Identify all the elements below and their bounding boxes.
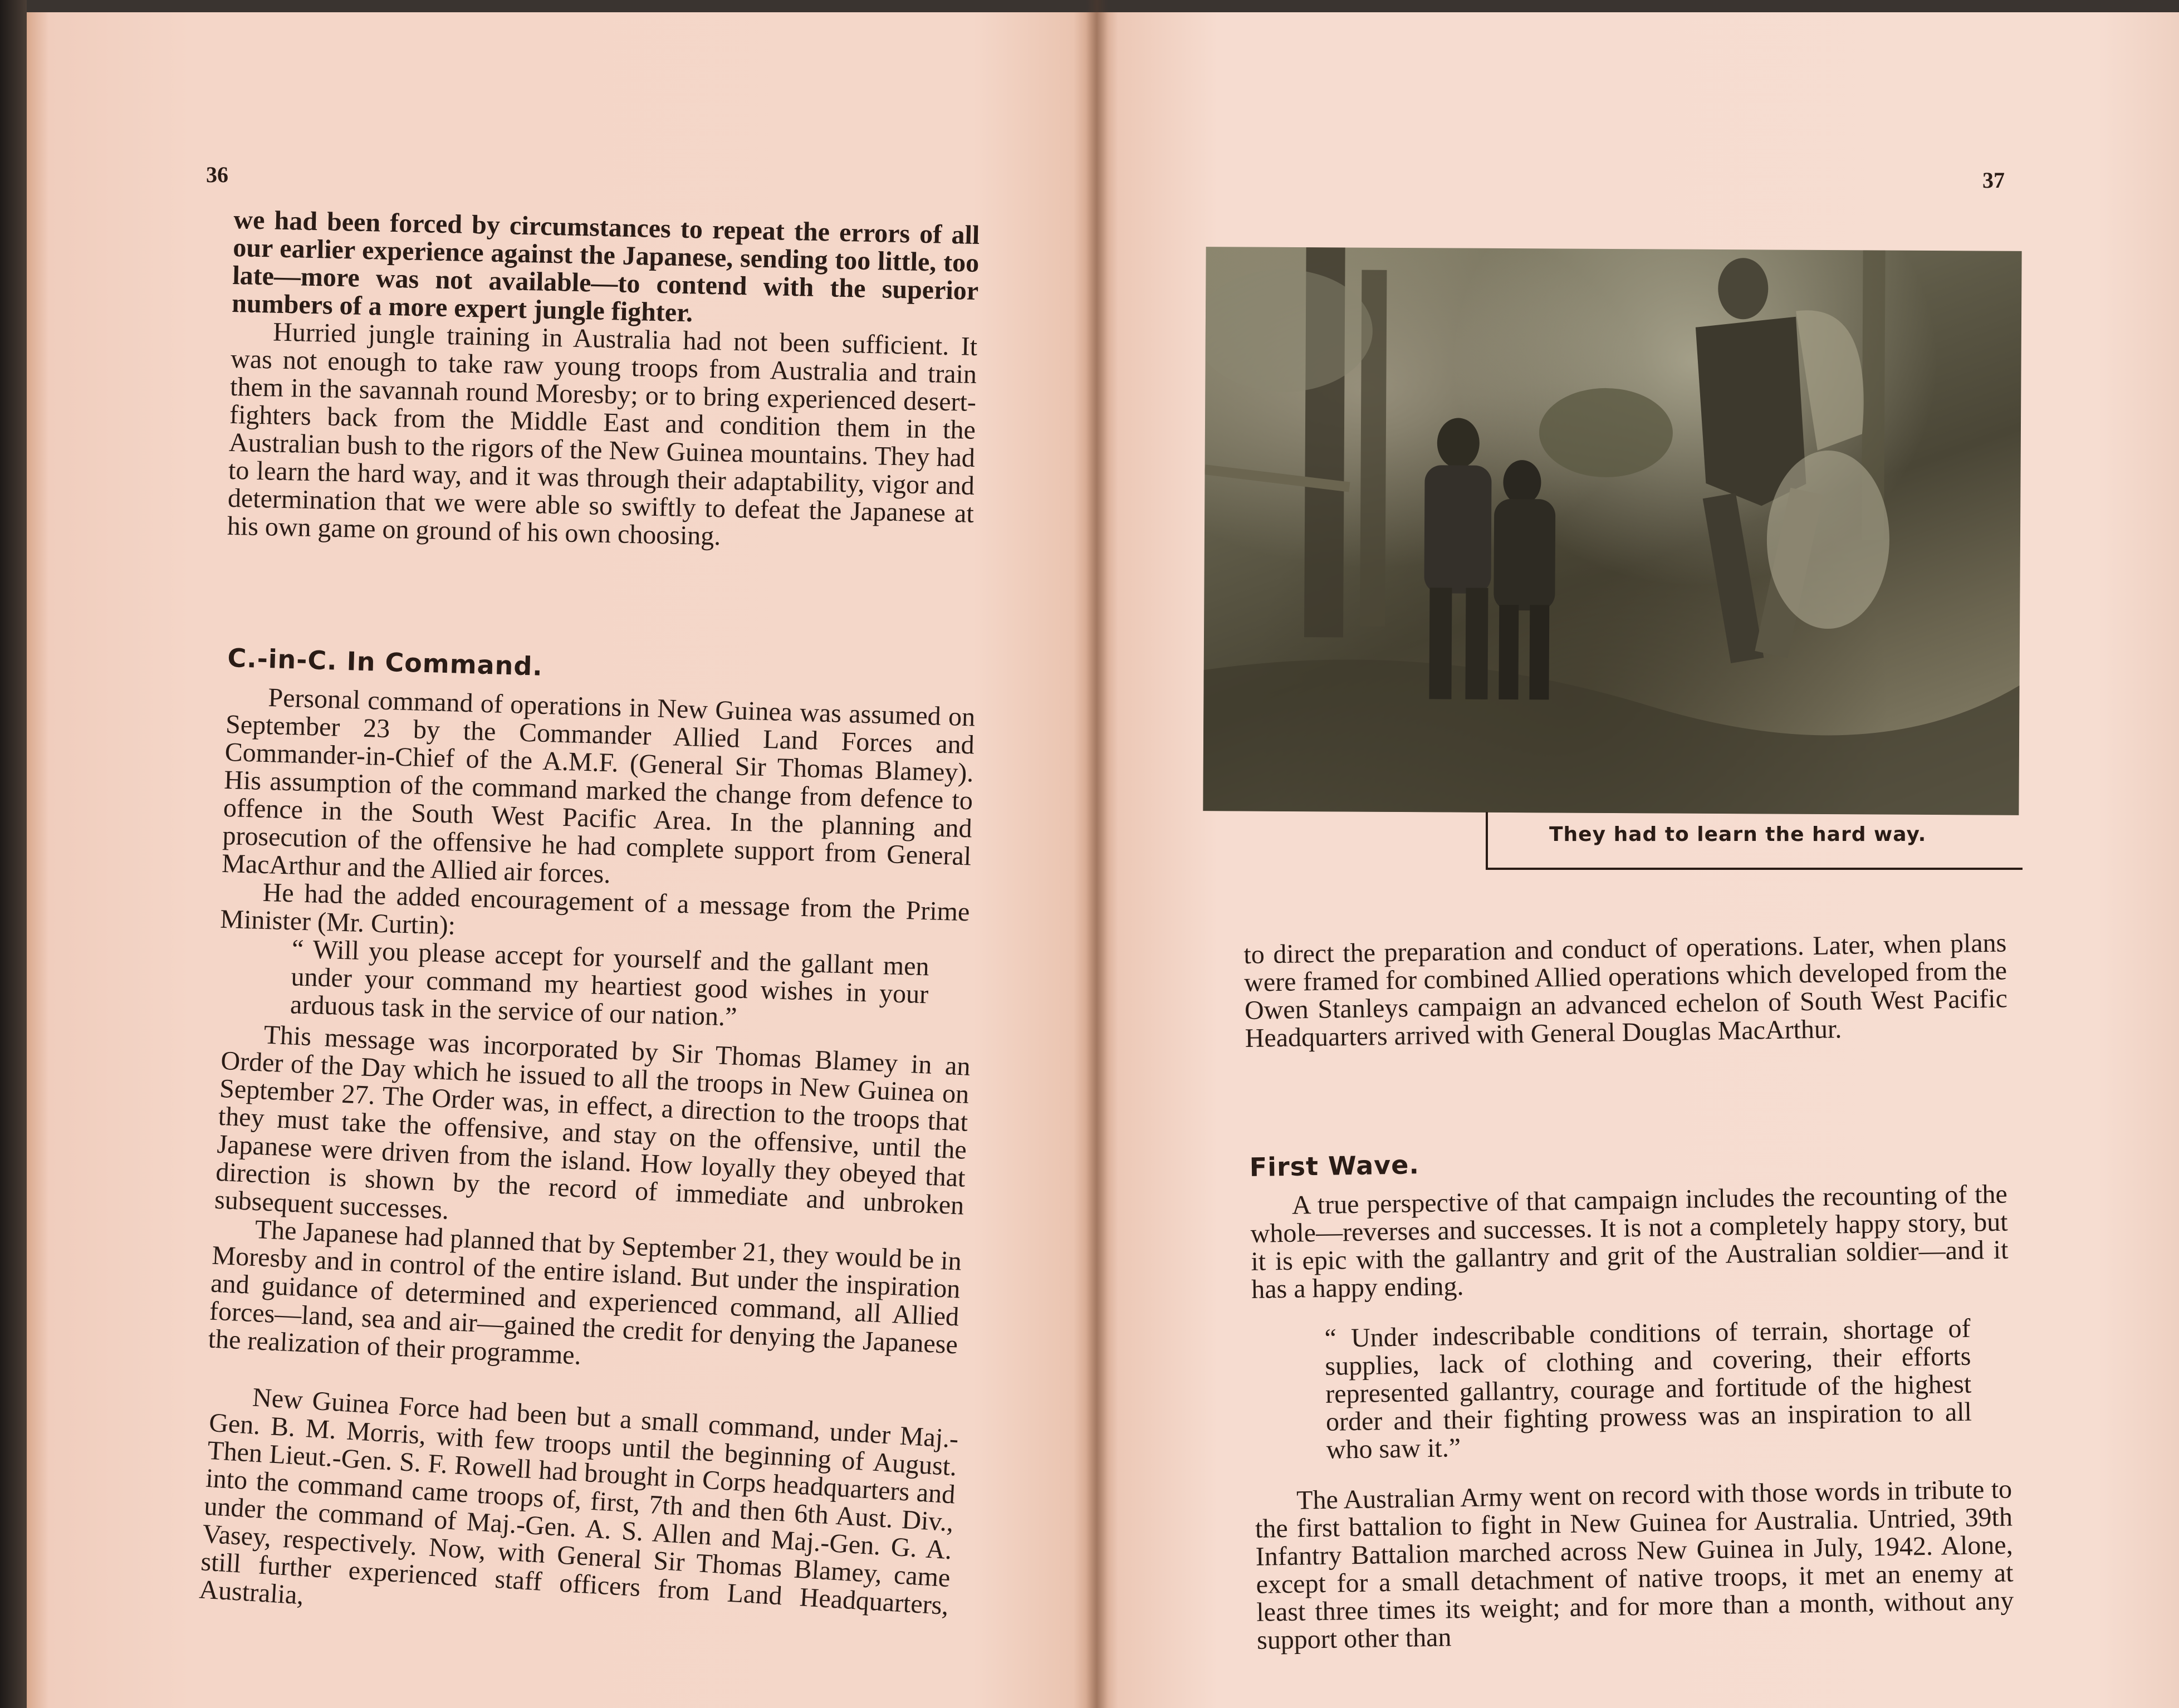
left-text-order xyxy=(208,1019,971,1387)
soldiers-photograph xyxy=(1203,247,2021,815)
left-paragraph-1: we had been forced by circumstances to repeat the errors of all our earlier experience against the Japanese, sending too little, too late—more was not available—to contend with the superior numbers of a more expert jungle fighter. xyxy=(231,205,980,328)
left-paragraph-3: Personal command of operations in New Guinea was assumed on September 23 by the Commander Allied Land Forces and Commander-in-Chief of the A.M.F. (General Sir Thomas Blamey). His assumption of the command marked the change from defence to offence in the South West Pacific Area. In the planning and prosecution of the offensive he had complete support from General MacArthur and the Allied air forces. xyxy=(221,683,976,889)
page-number-left: 36 xyxy=(206,162,228,187)
photo-illustration xyxy=(1203,247,2021,815)
photo-caption-box xyxy=(1486,812,2023,870)
left-paragraph-5: This message was incorporated by Sir Thomas Blamey in an Order of the Day which he issued to all the troops in New Guinea on September 27. The Order was, in effect, a direction to the troops that they must take the offensive, and stay on the offensive, until the Japanese were driven from the island. How loyally they obeyed that direction is shown by the record of immediate and unbroken subsequent successes. xyxy=(214,1020,971,1225)
page-number-right: 37 xyxy=(1982,168,2005,193)
left-paragraph-6: The Japanese had planned that by September 21, they would be in Moresby and in control of the entire island. But under the inspiration and guidance of determined and experienced command, all Allied forces—land, sea and air—gained the credit for denying the Japanese the realization of their programme. xyxy=(207,1215,962,1371)
right-section-heading: First Wave. xyxy=(1249,1149,1420,1182)
book-gutter xyxy=(1086,0,1108,1708)
right-quote: “ Under indescribable conditions of terrain, shortage of supplies, lack of clothing and covering, their efforts represented gallantry, courage and fortitude of the highest order and their fighting prowess was an inspiration to all who saw it.” xyxy=(1324,1313,1972,1465)
left-paragraph-4: He had the added encouragement of a message from the Prime Minister (Mr. Curtin): xyxy=(219,877,971,941)
left-section-heading: C.-in-C. In Command. xyxy=(227,642,543,682)
left-paragraph-2: Hurried jungle training in Australia had not been sufficient. It was not enough to take raw young troops from Australia and train them in the savannah round Moresby; or to bring experienced desert-fighters back from the Middle East and condition them in the Australian bush to the rigors of the New Guinea mountains. They had to learn the hard way, and it was through their adaptability, vigor and determination that we were able so swiftly to defeat the Japanese at his own game on ground of his own choosing. xyxy=(227,317,978,551)
right-text-opening xyxy=(1243,929,2008,1052)
book-edge xyxy=(0,0,27,1708)
left-text-command xyxy=(218,629,977,1037)
right-paragraph-3: The Australian Army went on record with those words in tribute to the first battalion to fight in New Guinea for Australia. Untried, 39th Infantry Battalion marched across New Guinea in July, 1942. Alone, except for a small detachment of native troops, it met an enemy at least three times its weight; and for more than a month, without any support other than xyxy=(1255,1474,2014,1655)
right-text-first-wave xyxy=(1249,1127,2014,1655)
right-paragraph-2: A true perspective of that campaign includes the recounting of the whole—reverses and successes. It is not a completely happy story, but it is epic with the gallantry and grit of the Australian soldier—and it has a happy ending. xyxy=(1250,1179,2009,1304)
left-quote: “ Will you please accept for yourself and the gallant men under your command my heartiest good wishes in your arduous task in the service of our nation.” xyxy=(290,934,930,1032)
photo-caption: They had to learn the hard way. xyxy=(1549,823,1927,846)
left-text-force xyxy=(198,1381,959,1648)
left-text-opening xyxy=(227,206,980,556)
right-paragraph-1: to direct the preparation and conduct of operations. Later, when plans were framed for combined Allied operations which developed from the Owen Stanleys campaign an advanced echelon of South West Pacific Headquarters arrived with General Douglas MacArthur. xyxy=(1243,928,2008,1053)
left-paragraph-7: New Guinea Force had been but a small command, under Maj.-Gen. B. M. Morris, with few troops until the beginning of August. Then Lieut.-Gen. S. F. Rowell had brought in Corps headquarters and into the command came troops of, first, 7th and then 6th Aust. Div., under the command of Maj.-Gen. A. S. Allen and Maj.-Gen. G. A. Vasey, respectively. Now, with General Sir Thomas Blamey, came still further experienced staff officers from Land Headquarters, Australia, xyxy=(198,1382,959,1621)
